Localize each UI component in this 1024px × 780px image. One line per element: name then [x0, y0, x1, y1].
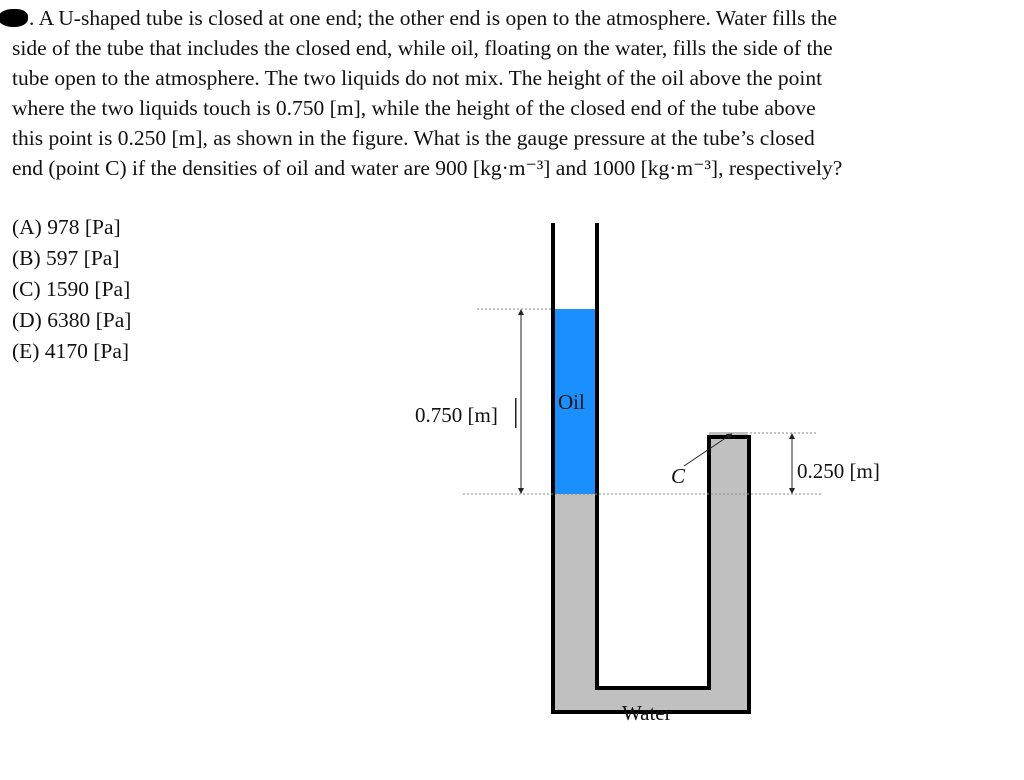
option-a: (A) 978 [Pa]	[12, 215, 121, 239]
option-b: (B) 597 [Pa]	[12, 246, 120, 270]
option-d: (D) 6380 [Pa]	[12, 308, 132, 332]
question-line: where the two liquids touch is 0.750 [m], while the height of the closed end of the tube above	[12, 96, 816, 120]
question-line: side of the tube that includes the closed end, while oil, floating on the water, fills the side of the	[12, 36, 833, 60]
closed-end-height-label: 0.250 [m]	[797, 459, 880, 483]
label-bracket	[515, 398, 517, 428]
option-c: (C) 1590 [Pa]	[12, 277, 131, 301]
question-line: this point is 0.250 [m], as shown in the figure. What is the gauge pressure at the tube’s closed	[12, 126, 815, 150]
question-line-text: . A U-shaped tube is closed at one end; the other end is open to the atmosphere. Water fills the	[29, 6, 838, 30]
option-e: (E) 4170 [Pa]	[12, 339, 130, 363]
oil-height-label: 0.750 [m]	[415, 403, 498, 427]
oil-label: Oil	[558, 390, 585, 414]
question-line: end (point C) if the densities of oil and water are 900 [kg·m⁻³] and 1000 [kg·m⁻³], respectively?	[12, 156, 843, 180]
question-line: tube open to the atmosphere. The two liquids do not mix. The height of the oil above the point	[12, 66, 823, 90]
point-c-label: C	[671, 464, 686, 488]
water-label: Water	[622, 701, 672, 725]
